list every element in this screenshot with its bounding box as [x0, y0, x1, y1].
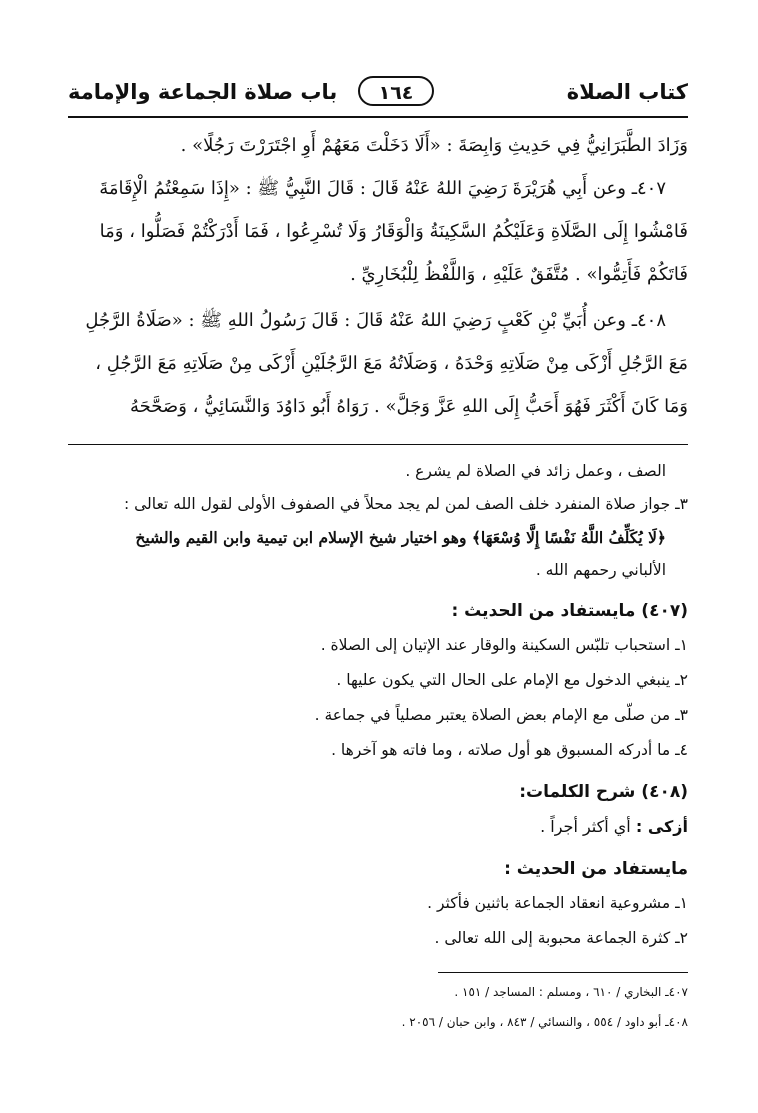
hadith-line: ٤٠٨ـ وعن أُبَيِّ بْنِ كَعْبٍ رَضِيَ اللهُ عَنْهُ قَالَ : قَالَ رَسُولُ اللهِ ﷺ : «صَلَاةُ الرَّجُلِ	[85, 310, 666, 331]
hadith-line: وَمَا كَانَ أَكْثَرَ فَهُوَ أَحَبُّ إِلَى اللهِ عَزَّ وَجَلَّ» . رَوَاهُ أَبُو دَاوُدَ وَالنَّسَائِيُّ ، وَصَحَّحَهُ	[130, 396, 688, 417]
list-item: ٢ـ ينبغي الدخول مع الإمام على الحال التي يكون عليها .	[336, 671, 688, 689]
term-definition: أي أكثر أجراً .	[540, 817, 631, 836]
commentary-line: ٣ـ جواز صلاة المنفرد خلف الصف لمن لم يجد محلاً في الصفوف الأولى لقول الله تعالى :	[123, 495, 688, 513]
word-definition	[68, 809, 688, 845]
book-title: كتاب الصلاة	[566, 80, 688, 104]
hadith-line: فَامْشُوا إِلَى الصَّلَاةِ وَعَلَيْكُمُ السَّكِينَةُ وَالْوَقَارُ وَلَا تُسْرِعُوا ، فَمَا أَدْرَكْتُمْ فَصَلُّوا ، وَمَا	[99, 221, 688, 242]
commentary-line: ﴿لَا يُكَلِّفُ اللَّهُ نَفْسًا إِلَّا وُسْعَهَا﴾ وهو اختيار شيخ الإسلام ابن تيمية وابن القيم والشيخ	[135, 528, 666, 547]
hadith-407	[68, 167, 688, 296]
hadith-408	[68, 299, 688, 428]
section-407-list	[68, 628, 688, 768]
section-408-list	[68, 886, 688, 956]
section-407-title: (٤٠٧) مايستفاد من الحديث :	[451, 601, 688, 621]
commentary-line: الصف ، وعمل زائد في الصلاة لم يشرع .	[405, 462, 666, 480]
hadith-line: وَزَادَ الطَّبَرَانِيُّ فِي حَدِيثِ وَابِصَةَ : «أَلَا دَخَلْتَ مَعَهُمْ أَوِ اجْتَرَرْتَ رَجُلًا» .	[180, 135, 688, 156]
list-item: ٤ـ ما أدركه المسبوق هو أول صلاته ، وما فاته هو آخرها .	[331, 741, 688, 759]
list-item: ٣ـ من صلّى مع الإمام بعض الصلاة يعتبر مصلياً في جماعة .	[314, 706, 688, 724]
section-408-benefits-title: مايستفاد من الحديث :	[504, 859, 688, 879]
hadith-line: فَاتَكُمْ فَأَتِمُّوا» . مُتَّفَقٌ عَلَيْهِ ، وَاللَّفْظُ لِلْبُخَارِيِّ .	[350, 264, 688, 285]
book-page	[68, 60, 688, 1037]
commentary-line: الألباني رحمهم الله .	[535, 561, 666, 579]
chapter-title: باب صلاة الجماعة والإمامة	[68, 80, 338, 104]
list-item: ١ـ استحباب تلبّس السكينة والوقار عند الإتيان إلى الصلاة .	[320, 636, 688, 654]
footnote: ٤٠٧ـ البخاري / ٦١٠ ، ومسلم : المساجد / ١٥١ .	[454, 985, 688, 999]
page-number: ١٦٤	[358, 76, 434, 106]
list-item: ٢ـ كثرة الجماعة محبوبة إلى الله تعالى .	[434, 929, 688, 947]
defined-term: أزكى :	[635, 817, 688, 836]
hadith-line: ٤٠٧ـ وعن أَبِي هُرَيْرَةَ رَضِيَ اللهُ عَنْهُ قَالَ : قَالَ النَّبِيُّ ﷺ : «إِذَا سَمِعْتُمُ الْإِقَامَةَ	[99, 178, 666, 199]
footnotes	[68, 977, 688, 1037]
list-item: ١ـ مشروعية انعقاد الجماعة باثنين فأكثر .	[427, 894, 688, 912]
footnote: ٤٠٨ـ أبو داود / ٥٥٤ ، والنسائي / ٨٤٣ ، وابن حبان / ٢٠٥٦ .	[401, 1015, 688, 1029]
text-separator	[68, 444, 688, 445]
section-408-words-title: (٤٠٨) شرح الكلمات:	[519, 782, 688, 802]
page-header	[68, 60, 688, 118]
footnote-separator	[438, 972, 688, 973]
commentary	[68, 455, 688, 587]
hadith-line: مَعَ الرَّجُلِ أَزْكَى مِنْ صَلَاتِهِ وَحْدَهُ ، وَصَلَاتُهُ مَعَ الرَّجُلَيْنِ أَزْكَى مِنْ صَلَاتِهِ مَعَ الرَّجُلِ ،	[95, 353, 688, 374]
hadith-text	[68, 124, 688, 167]
